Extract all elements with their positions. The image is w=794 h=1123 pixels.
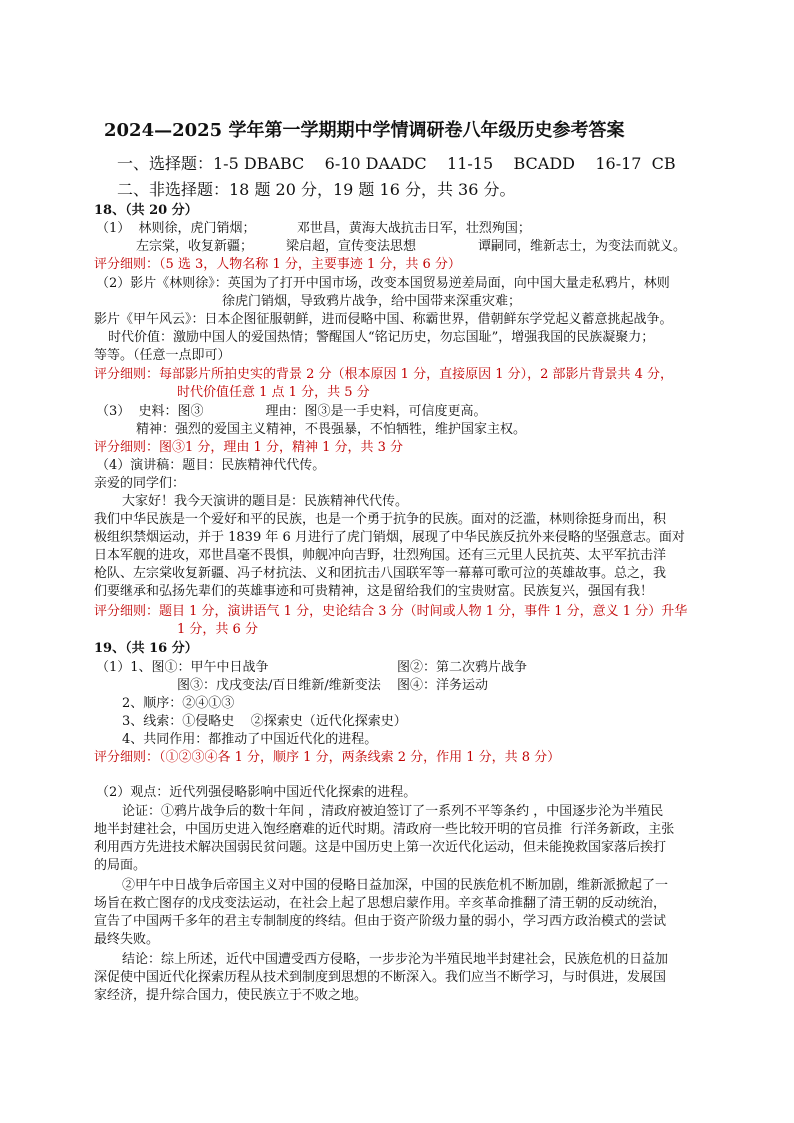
- q19-part2-argument-line: ②甲午中日战争后帝国主义对中国的侵略日益加深，中国的民族危机不断加剧，维新派掀起了一: [122, 878, 669, 893]
- q19-part1-order: 2、顺序：②④①③: [122, 696, 235, 711]
- multiple-choice-answers: 一、选择题：1-5 DBABC 6-10 DAADC 11-15 BCADD 16-17 CB: [117, 154, 676, 173]
- q18-part3-line: （3） 史料：图③ 理由：图③是一手史料，可信度更高。: [96, 404, 487, 419]
- q18-part4-line: 枪队、左宗棠收复新疆、冯子材抗法、义和团抗击八国联军等一幕幕可歌可泣的英雄故事。总之，我: [94, 566, 667, 581]
- q18-part3-line: 精神：强烈的爱国主义精神，不畏强暴，不怕牺牲，维护国家主权。: [136, 422, 527, 437]
- q18-part4-line: 大家好！我今天演讲的题目是：民族精神代代传。: [122, 494, 409, 509]
- q19-part2-argument-line: 的局面。: [94, 858, 147, 873]
- q18-part2-line: 徐虎门销烟，导致鸦片战争，给中国带来深重灾难；: [222, 294, 522, 309]
- q19-part1-effect: 4、共同作用：都推动了中国近代化的进程。: [122, 732, 378, 747]
- q19-part1-clue: 3、线索：①侵略史 ②探索史（近代化探索史）: [122, 714, 407, 729]
- q18-part1-line: （1） 林则徐，虎门销烟； 邓世昌，黄海大战抗击日军，壮烈殉国；: [96, 221, 531, 236]
- q18-part4-scoring: 1 分，共 6 分: [177, 622, 258, 637]
- q19-part1-figure4: 图④：洋务运动: [397, 678, 489, 693]
- q18-part4-line: 们要继承和弘扬先辈们的英雄事迹和可贵精神，这是留给我们的宝贵财富。民族复兴，强国有我！: [94, 584, 654, 599]
- q18-part3-scoring: 评分细则：图③1 分，理由 1 分，精神 1 分，共 3 分: [94, 440, 404, 455]
- q19-part2-argument-line: 地半封建社会，中国历史进入饱经磨难的近代时期。清政府一些比较开明的官员推 行洋务新政，主张: [94, 822, 675, 837]
- q19-part2-conclusion-line: 深促使中国近代化探索历程从技术到制度到思想的不断深入。我们应当不断学习，与时俱进，发展国: [94, 970, 667, 985]
- q19-part1-figure2: 图②：第二次鸦片战争: [397, 660, 528, 675]
- q19-part2-argument-line: 场旨在救亡图存的戊戌变法运动，在社会上起了思想启蒙作用。辛亥革命推翻了清王朝的反动统治，: [94, 896, 667, 911]
- page-title: 2024—2025 学年第一学期期中学情调研卷八年级历史参考答案: [104, 120, 625, 141]
- q19-part2-argument-line: 论证：①鸦片战争后的数十年间 ，清政府被迫签订了一系列不平等条约 ，中国逐步沦为半殖民: [122, 804, 664, 819]
- q18-part4-scoring: 评分细则：题目 1 分，演讲语气 1 分，史论结合 3 分（时间或人物 1 分，事件 1 分，意义 1 分）升华: [94, 604, 688, 619]
- q19-part2-conclusion-line: 结论：综上所述，近代中国遭受西方侵略，一步步沦为半殖民地半封建社会，民族危机的日益加: [122, 952, 669, 967]
- non-choice-summary: 二、非选择题：18 题 20 分，19 题 16 分，共 36 分。: [117, 180, 516, 199]
- q19-part1-figure3: 图③：戊戌变法/百日维新/维新变法: [177, 678, 381, 693]
- q18-part2-line: （2）影片《林则徐》：英国为了打开中国市场，改变本国贸易逆差局面，向中国大量走私鸦片，林则: [96, 276, 670, 291]
- q18-part1-line: 左宗棠，收复新疆； 梁启超，宣传变法思想 谭嗣同，维新志士，为变法而就义。: [136, 239, 687, 254]
- q18-part1-scoring: 评分细则：（5 选 3，人物名称 1 分，主要事迹 1 分，共 6 分）: [94, 257, 461, 272]
- q18-part2-scoring: 时代价值任意 1 点 1 分，共 5 分: [177, 385, 370, 400]
- q19-heading: 19、（共 16 分）: [94, 641, 198, 656]
- q18-part2-line: 时代价值：激励中国人的爱国热情；警醒国人“铭记历史，勿忘国耻”，增强我国的民族凝聚力；: [108, 330, 655, 345]
- q19-part1-figure1: （1）1、图①：甲午中日战争: [96, 660, 269, 675]
- q18-part2-scoring: 评分细则：每部影片所拍史实的背景 2 分（根本原因 1 分，直接原因 1 分），2 部影片背景共 4 分，: [94, 367, 674, 382]
- q18-part2-line: 影片《甲午风云》：日本企图征服朝鲜，进而侵略中国、称霸世界，借朝鲜东学党起义蓄意挑起战争。: [94, 312, 673, 327]
- q18-part4-line: 极组织禁烟运动，并于 1839 年 6 月进行了虎门销烟，展现了中华民族反抗外来侵略的坚强意志。面对: [94, 530, 685, 545]
- q18-part4-line: （4）演讲稿：题目：民族精神代代传。: [96, 458, 326, 473]
- q19-part2-argument-line: 宣告了中国两千多年的君主专制制度的终结。但由于资产阶级力量的弱小，学习西方政治模式的尝试: [94, 914, 667, 929]
- q19-part2-argument-line: 最终失败。: [94, 932, 160, 947]
- q19-part2-view: （2）观点：近代列强侵略影响中国近代化探索的进程。: [96, 785, 417, 800]
- q18-part2-line: 等等。（任意一点即可）: [94, 348, 231, 363]
- q18-heading: 18、（共 20 分）: [94, 203, 198, 218]
- q19-part2-conclusion-line: 家经济，提升综合国力，使民族立于不败之地。: [94, 988, 368, 1003]
- q19-part2-argument-line: 利用西方先进技术解决国弱民贫问题。这是中国历史上第一次近代化运动，但未能挽救国家落后挨打: [94, 840, 667, 855]
- q18-part4-line: 日本军舰的进攻，邓世昌毫不畏惧，帅舰冲向吉野，壮烈殉国。还有三元里人民抗英、太平军抗击洋: [94, 548, 667, 563]
- q18-part4-line: 我们中华民族是一个爱好和平的民族，也是一个勇于抗争的民族。面对的泛滥，林则徐挺身而出，积: [94, 512, 667, 527]
- q18-part4-line: 亲爱的同学们：: [94, 476, 186, 491]
- q19-part1-scoring: 评分细则：（①②③④各 1 分，顺序 1 分，两条线索 2 分，作用 1 分，共 8 分）: [94, 750, 561, 765]
